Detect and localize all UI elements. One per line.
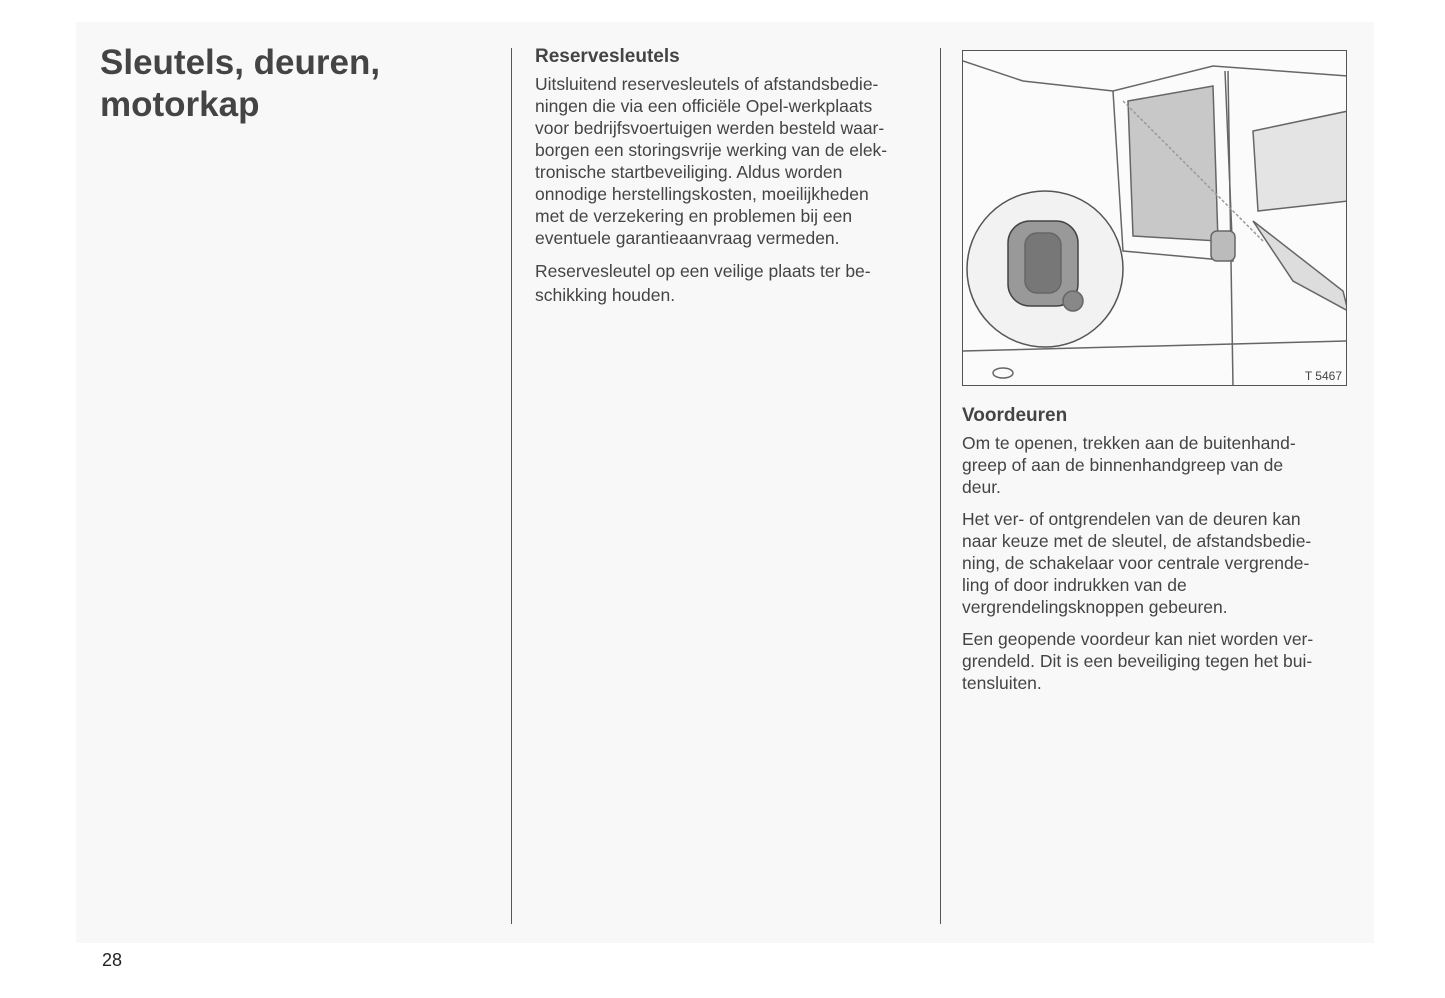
door-illustration — [962, 50, 1347, 386]
page-number: 28 — [102, 950, 123, 970]
section-voordeuren — [962, 404, 1362, 704]
text-line: greep of aan de binnenhandgreep van de — [962, 455, 1284, 475]
text-line: Om te openen, trekken aan de buitenhand- — [962, 433, 1296, 453]
column-divider — [511, 48, 512, 924]
column-divider — [940, 48, 941, 924]
paragraph — [962, 432, 1362, 498]
text-line: met de verzekering en problemen bij een — [535, 206, 853, 226]
van-door-remote-key-drawing — [963, 51, 1347, 386]
text-line: Een geopende voordeur kan niet worden ver- — [962, 629, 1314, 649]
text-line: voor bedrijfsvoertuigen werden besteld waar- — [535, 118, 885, 138]
text-line: onnodige herstellingskosten, moeilijkheden — [535, 184, 869, 204]
text-line: Reservesleutel op een veilige plaats ter be- — [535, 261, 871, 281]
title-line: motorkap — [100, 85, 260, 124]
section-reservesleutels — [535, 45, 930, 317]
paragraph — [962, 508, 1362, 618]
section-heading: Reservesleutels — [535, 46, 680, 67]
text-line: vergrendelingsknoppen gebeuren. — [962, 597, 1228, 617]
text-line: schikking houden. — [535, 285, 676, 305]
text-line: grendeld. Dit is een beveiliging tegen het bui- — [962, 651, 1313, 671]
section-heading: Voordeuren — [962, 405, 1068, 426]
text-line: tronische startbeveiliging. Aldus worden — [535, 162, 843, 182]
text-line: naar keuze met de sleutel, de afstandsbedie- — [962, 531, 1312, 551]
paragraph — [535, 259, 930, 307]
text-line: tensluiten. — [962, 673, 1042, 693]
text-line: Uitsluitend reservesleutels of afstandsbedie- — [535, 74, 879, 94]
paragraph — [962, 628, 1362, 694]
text-line: ningen die via een officiële Opel-werkplaats — [535, 96, 873, 116]
text-line: ning, de schakelaar voor centrale vergrende- — [962, 553, 1310, 573]
text-line: Het ver- of ontgrendelen van de deuren kan — [962, 509, 1301, 529]
paragraph — [535, 73, 930, 249]
text-line: ling of door indrukken van de — [962, 575, 1187, 595]
page-title — [100, 42, 380, 126]
text-line: eventuele garantieaanvraag vermeden. — [535, 228, 840, 248]
text-line: borgen een storingsvrije werking van de elek- — [535, 140, 888, 160]
text-line: deur. — [962, 477, 1001, 497]
title-line: Sleutels, deuren, — [100, 43, 381, 82]
figure-label: T 5467 — [1304, 369, 1342, 383]
